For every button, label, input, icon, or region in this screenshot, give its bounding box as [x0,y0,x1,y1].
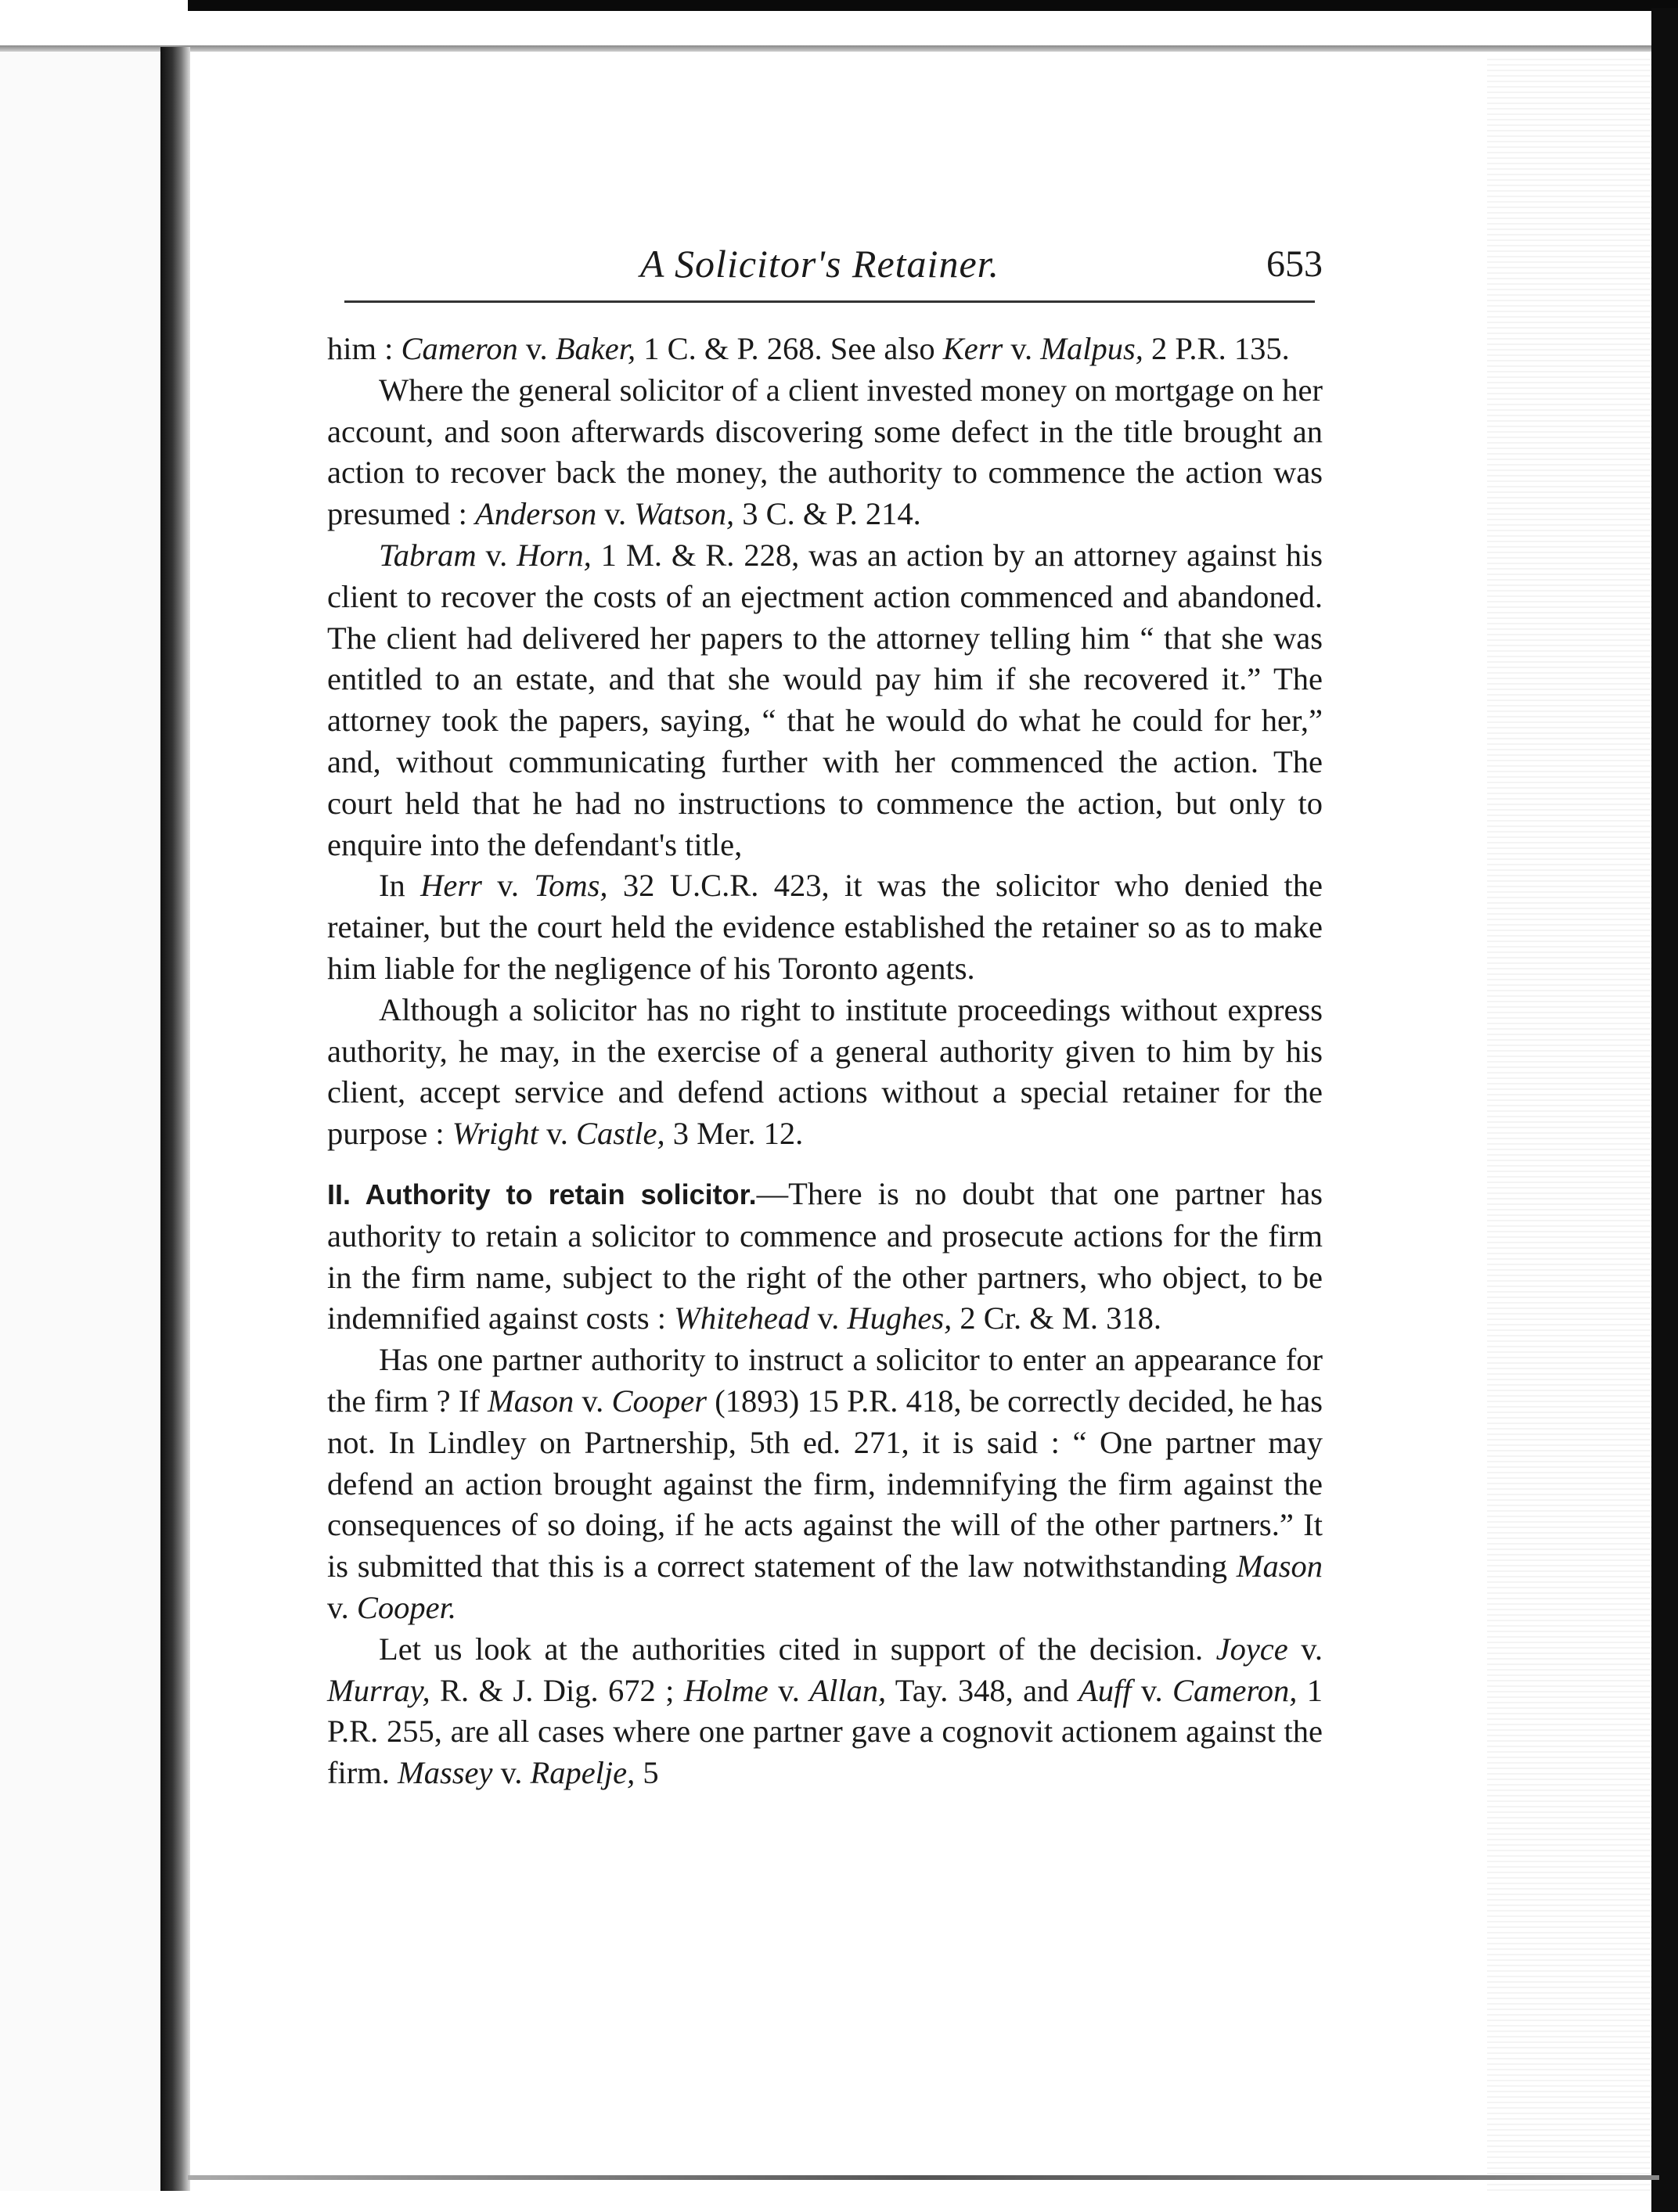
text-run: 3 Mer. 12. [664,1116,804,1152]
text-run: v. [596,496,635,532]
text-run: v. [574,1383,612,1419]
text-run: v. [1287,1631,1323,1667]
running-title: A Solicitor's Retainer. [639,242,1000,286]
text-run: Let us look at the authorities cited in support of the decision. [379,1631,1216,1667]
paragraph [327,990,1323,1155]
scan-bottom-edge [188,2175,1659,2180]
case-name: Murray, [327,1672,430,1708]
text-run: v. [517,331,556,366]
paragraph [327,1340,1323,1629]
text-run: 5 [635,1755,659,1791]
text-run: v. [476,537,517,573]
case-name: Anderson [474,496,597,532]
case-name: Mason [1236,1548,1323,1584]
header-rule [344,300,1315,303]
case-name: Cooper. [356,1589,457,1625]
case-name: Wright [452,1116,539,1152]
scan-left-margin [0,47,160,2191]
paragraph [327,1629,1323,1794]
text-run: v. [327,1589,357,1625]
text-run: v. [538,1116,577,1152]
case-name: Allan, [809,1672,887,1708]
case-name: Horn, [517,537,592,573]
paragraph [327,535,1323,865]
text-run: 2 Cr. & M. 318. [952,1300,1162,1336]
text-run: 1 C. & P. 268. See also [636,331,943,366]
case-name: Castle, [576,1116,665,1152]
scan-right-edge [1651,8,1678,2212]
case-name: Joyce [1215,1631,1288,1667]
text-run: —There is no doubt that one partner has authority to retain a solicitor to commence and prosecute actions for the firm in the firm name, subject to the right of the other partners, who object, to be indemnified against costs : [327,1175,1323,1336]
scan-top-bar [188,0,1678,11]
section-heading: II. Authority to retain solicitor. [327,1178,757,1210]
case-name: Cooper [611,1383,707,1419]
case-name: Herr [420,868,482,904]
text-run: v. [481,868,535,904]
case-name: Whitehead [674,1300,810,1336]
case-name: Massey [397,1755,493,1791]
text-run: 2 P.R. 135. [1143,331,1290,366]
running-header [317,235,1323,297]
scan-right-noise [1487,55,1651,2191]
paragraph [327,865,1323,989]
page-number: 653 [1266,243,1323,285]
text-run: Has one partner authority to instruct a solicitor to enter an appearance for the firm ? If [327,1342,1323,1419]
text-run: (1893) 15 P.R. 418, be correctly decided, he has not. In Lindley on Partnership, 5th ed. 271, it is said : “ One partner may defend an action brought against the firm, indemnifying the firm against the consequences of so doing, if he acts against the will of the other partners.” It is submitted that this is a correct statement of the law notwithstanding [327,1383,1323,1584]
text-run: R. & J. Dig. 672 ; [430,1672,684,1708]
case-name: Hughes, [847,1300,952,1336]
paragraph [327,370,1323,535]
case-name: Baker, [555,331,636,366]
text-run: v. [492,1755,531,1791]
text-run: v. [809,1300,848,1336]
case-name: Cameron, [1172,1672,1298,1708]
text-run: him : [327,331,401,366]
scan-top-edge [0,45,1678,52]
case-name: Rapelje, [530,1755,636,1791]
scan-binding-shadow [160,47,190,2191]
case-name: Watson, [634,496,735,532]
case-name: Malpus, [1040,331,1143,366]
body-text [327,329,1323,1794]
text-run: 1 M. & R. 228, was an action by an attorney against his client to recover the costs of an ejectment action commenced and abandoned. The client had delivered her papers to the attorney telling him “ that she was entitled to an estate, and that she would pay him if she recovered it.” The attorney took the papers, saying, “ that he would do what he could for her,” and, without communicating further with her commenced the action. The court held that he had no instructions to commence the action, but only to enquire into the defendant's title, [327,537,1323,862]
case-name: Holme [683,1672,769,1708]
case-name: Auff [1078,1672,1132,1708]
text-run: 32 U.C.R. 423, it was the solicitor who denied the retainer, but the court held the evidence established the retainer so as to make him liable for the negligence of his Toronto agents. [327,868,1323,986]
case-name: Mason [488,1383,574,1419]
case-name: Toms, [534,868,608,904]
text-run: Where the general solicitor of a client invested money on mortgage on her account, and soon afterwards discovering some defect in the title brought an action to recover back the money, the authority to commence the action was presumed : [327,372,1323,532]
case-name: Cameron [401,331,518,366]
text-run: v. [1131,1672,1172,1708]
text-run: 1 P.R. 255, are all cases where one partner gave a cognovit actionem against the firm. [327,1672,1323,1791]
text-run: v. [1003,331,1041,366]
text-run: Although a solicitor has no right to institute proceedings without express authority, he may, in the exercise of a general authority given to him by his client, accept service and defend actions without a special retainer for the purpose : [327,991,1323,1152]
text-run: 3 C. & P. 214. [734,496,921,532]
paragraph [327,329,1323,370]
case-name: Kerr [942,331,1003,366]
text-run: In [379,868,421,904]
section-paragraph [327,1174,1323,1340]
case-name: Tabram [379,537,477,573]
text-run: v. [768,1672,810,1708]
text-run: Tay. 348, and [886,1672,1078,1708]
